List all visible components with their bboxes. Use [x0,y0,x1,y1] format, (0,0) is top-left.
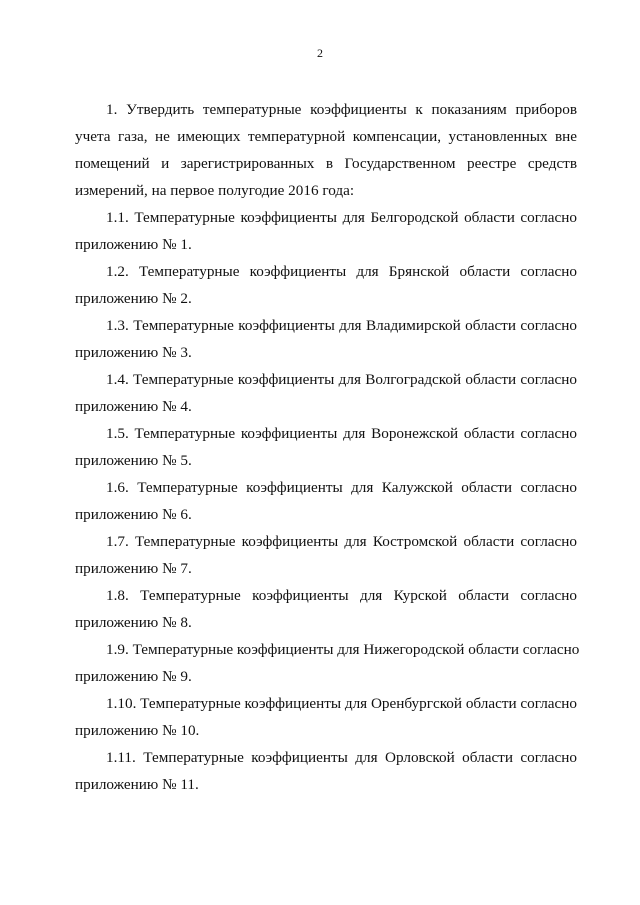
document-body [75,96,580,798]
list-item-line: 1.7. Температурные коэффициенты для Костромской области согласно [106,533,577,550]
list-item-line: приложению № 7. [75,560,192,577]
list-item-line: приложению № 6. [75,506,192,523]
list-item [75,474,577,528]
list-item-line: 1.3. Температурные коэффициенты для Владимирской области согласно [106,317,577,334]
list-item-line: приложению № 2. [75,290,192,307]
list-item-line: 1.1. Температурные коэффициенты для Белгородской области согласно [106,209,577,226]
list-item [75,744,577,798]
list-item [75,204,577,258]
list-item [75,366,577,420]
intro-paragraph [75,96,577,204]
list-item-line: 1.8. Температурные коэффициенты для Курской области согласно [106,587,577,604]
intro-line: помещений и зарегистрированных в Государственном реестре средств [75,155,577,172]
list-item [75,528,577,582]
list-item-line: 1.9. Температурные коэффициенты для Нижегородской области согласно [106,641,580,658]
list-item-line: приложению № 4. [75,398,192,415]
list-item-line: 1.5. Температурные коэффициенты для Воронежской области согласно [106,425,577,442]
list-item [75,690,577,744]
intro-line: измерений, на первое полугодие 2016 года: [75,182,355,199]
list-item-line: приложению № 5. [75,452,192,469]
list-item-line: приложению № 9. [75,668,192,685]
list-item-line: приложению № 11. [75,776,199,793]
list-item-line: приложению № 8. [75,614,192,631]
list-item [75,258,577,312]
list-item [75,420,577,474]
list-item-line: приложению № 10. [75,722,200,739]
intro-line: 1. Утвердить температурные коэффициенты к показаниям приборов [106,101,577,118]
list-item-line: 1.2. Температурные коэффициенты для Брянской области согласно [106,263,577,280]
list-item-line: 1.6. Температурные коэффициенты для Калужской области согласно [106,479,577,496]
list-item-line: 1.10. Температурные коэффициенты для Оренбургской области согласно [106,695,577,712]
list-item [75,636,580,690]
list-item [75,312,577,366]
list-item-line: 1.11. Температурные коэффициенты для Орловской области согласно [106,749,577,766]
list-item-line: 1.4. Температурные коэффициенты для Волгоградской области согласно [106,371,577,388]
list-item-line: приложению № 1. [75,236,192,253]
list-item [75,582,577,636]
intro-line: учета газа, не имеющих температурной компенсации, установленных вне [75,128,577,145]
page-number: 2 [317,46,323,60]
list-item-line: приложению № 3. [75,344,192,361]
